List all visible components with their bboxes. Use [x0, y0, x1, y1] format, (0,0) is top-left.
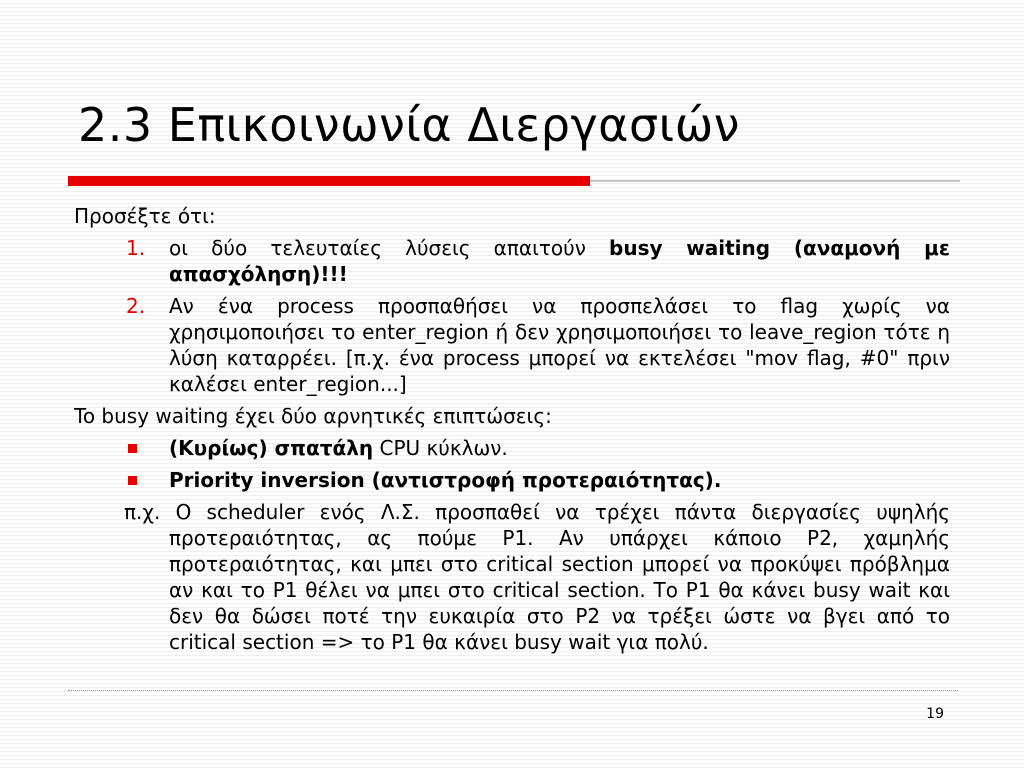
slide-body — [74, 203, 950, 661]
item-number: 2. — [126, 294, 146, 318]
item-bold-text: busy waiting (αναμονή με απασχόληση)!!! — [169, 236, 950, 286]
numbered-item-2 — [74, 293, 950, 397]
example-paragraph: π.χ. Ο scheduler ενός Λ.Σ. προσπαθεί να τρέχει πάντα διεργασίες υψηλής προτεραιότητας, ας πούμε P1. Αν υπάρχει κάποιο P2, χαμηλής προτεραιότητας, και μπει στο critical section μπορεί να προκύψει πρόβλημα αν και το P1 θέλει να μπει στο critical section. Το P1 θα κάνει busy wait και δεν θα δώσει ποτέ την ευκαιρία στο P2 να τρέξει ώστε να βγει από το critical section => το P1 θα κάνει busy wait για πολύ. — [124, 500, 950, 654]
numbered-item-1 — [74, 235, 950, 287]
bullet-bold-text: Priority inversion (αντιστροφή προτεραιότητας). — [169, 468, 722, 492]
bullet-item-1 — [74, 435, 950, 461]
intro-text: Προσέξτε ότι: — [74, 204, 216, 228]
title-underline-gray — [590, 180, 960, 182]
bullet-text: CPU κύκλων. — [373, 436, 508, 460]
bullet-item-2 — [74, 467, 950, 493]
item-number: 1. — [126, 236, 146, 260]
title-underline-red — [68, 176, 590, 186]
square-bullet-icon — [128, 476, 137, 485]
footer-divider — [68, 690, 958, 691]
item-text: Αν ένα process προσπαθήσει να προσπελάσει το flag χωρίς να χρησιμοποιήσει το enter_region ή δεν χρησιμοποιήσει το leave_region τότε η λύση καταρρέει. [π.χ. ένα process μπορεί να εκτελέσει "mov flag, #0" πριν καλέσει enter_region...] — [169, 294, 950, 396]
item-text: οι δύο τελευταίες λύσεις απαιτούν — [169, 236, 610, 260]
consequences-intro: To busy waiting έχει δύο αρνητικές επιπτώσεις: — [74, 404, 552, 428]
page-number: 19 — [926, 706, 944, 722]
bullet-bold-text: (Κυρίως) σπατάλη — [169, 436, 374, 460]
slide-title: 2.3 Επικοινωνία Διεργασιών — [78, 98, 740, 152]
square-bullet-icon — [128, 444, 137, 453]
